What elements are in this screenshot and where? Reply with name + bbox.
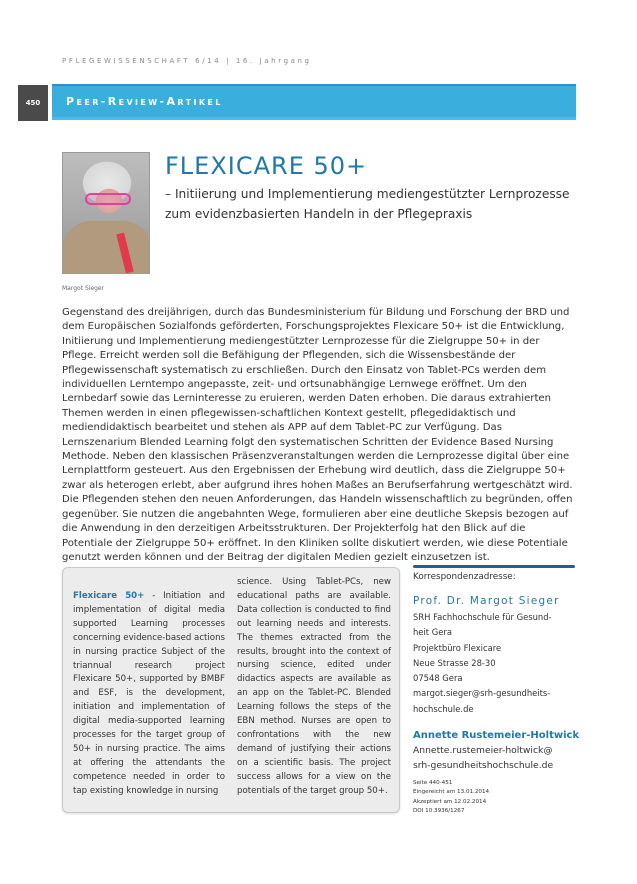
email-line[interactable]: Annette.rustemeier-holtwick@ [413, 745, 553, 757]
author2-email[interactable] [413, 743, 583, 773]
running-head: PFLEGEWISSENSCHAFT 6/14 | 16. Jahrgang [62, 57, 312, 65]
english-summary-box [62, 567, 400, 813]
section-banner [52, 84, 576, 120]
meta-accepted: Akzeptiert am 12.02.2014 [413, 798, 487, 805]
meta-pages: Seite 440-451 [413, 780, 453, 787]
address-line: SRH Fachhochschule für Gesund- [413, 612, 552, 622]
article-meta [413, 779, 583, 817]
email-line[interactable]: srh-gesundheitshochschule.de [413, 760, 554, 772]
article-subtitle: – Initiierung und Implementierung mediengestützter Lernprozesse zum evidenzbasierten Handeln in der Pflegepraxis [165, 187, 570, 221]
photo-glasses-shape [85, 193, 131, 205]
address-line: 07548 Gera [413, 673, 463, 684]
photo-jacket-shape [63, 221, 150, 273]
summary-column-right: science. Using Tablet-PCs, new educational paths are available. Data collection is conducted to find out learning needs and interests. The themes extracted from the results, brought into the context of nursing science, edited under didactics aspects are available as an app on the Tablet-PC. Blended Learning follows the steps of the EBN method. Nurses are open to confrontations with the new demand of justifying their actions on a scientific basis. The project success allows for a view on the potentials of the target group 50+. [237, 577, 391, 796]
summary-lead: Flexicare 50+ [73, 591, 145, 601]
author1-name: Prof. Dr. Margot Sieger [413, 595, 560, 607]
summary-column-left [73, 590, 225, 799]
author2-name: Annette Rustemeier-Holtwick [413, 730, 580, 742]
summary-left-text: - Initiation and implementation of digital media supported Learning processes concerning evidence-based actions in nursing practice Subject of the triannual research project Flexicare 50+, supported by BMBF and ESF, is the development, initiation and implementation of digital media-supported learning processes for the target group of 50+ in nursing practice. The aims at offering the attendants the competence needed in order to tap existing knowledge in nursing [73, 591, 225, 796]
photo-caption: Margot Sieger [62, 285, 105, 292]
author1-address [413, 610, 583, 717]
address-line: heit Gera [413, 627, 452, 638]
meta-submitted: Eingereicht am 13.01.2014 [413, 789, 490, 796]
meta-doi[interactable]: DOI 10.3936/1267 [413, 808, 465, 815]
email-link[interactable]: margot.sieger@srh-gesundheits- [413, 688, 551, 699]
email-link[interactable]: hochschule.de [413, 703, 474, 714]
address-line: Projektbüro Flexicare [413, 642, 502, 653]
correspondence-rule [413, 565, 575, 568]
address-line: Neue Strasse 28-30 [413, 657, 496, 668]
correspondence-label: Korrespondenzadresse: [413, 572, 516, 582]
correspondence-block [413, 572, 583, 817]
article-title: FLEXICARE 50+ [165, 152, 368, 180]
abstract-german: Gegenstand des dreijährigen, durch das Bundesministerium für Bildung und Forschung der BRD und dem Europäischen Sozialfonds geförderten, Forschungsprojektes Flexicare 50+ ist die Entwicklung, Initiierung und Implementierung mediengestützter Lernprozesse für die Zielgruppe 50+ in der Pflege. Erreicht werden soll die Befähigung der Pflegenden, sich die Wissensbestände der Pflegewissenschaft systematisch zu erschließen. Durch den Einsatz von Tablet-PCs werden dem individuellen Lerntempo angepasste, zeit- und ortsunabhängige Lernwege eröffnet. Um den Lernbedarf sowie das Lerninteresse zu eruieren, werden Daten erhoben. Die daraus extrahierten Themen werden in einen pflegewissen-schaftlichen Kontext gestellt, pflegedidaktisch und mediendidaktisch bearbeitet und stehen als APP auf dem Tablet-PC zur Verfügung. Das Lernszenarium Blended Learning folgt den systematischen Schritten der Evidence Based Nursing Methode. Neben den klassischen Präsenzveranstaltungen werden die Lernprozesse digital über eine Lernplattform gesteuert. Aus den Ergebnissen der Erhebung wird deutlich, dass die Zielgruppe 50+ zwar als heterogen erlebt, aber aufgrund ihres hohen Maßes an Berufserfahrung wertgeschätzt wird. Die Pflegenden stehen den neuen Anforderungen, das Handeln wissenschaftlich zu begründen, offen gegenüber. Sie nutzen die angebahnten Wege, formulieren aber eine deutliche Skepsis bezogen auf die Anwendung in den derzeitigen Arbeitsstrukturen. Der Projekterfolg hat den Blick auf die Potentiale der Zielgruppe 50+ eröffnet. In den Kliniken sollte diskutiert werden, wie diese Potentiale genutzt werden können und der Beitrag der digitalen Medien gezielt einzusetzen ist. [62, 307, 573, 563]
author-photo [62, 152, 150, 274]
page-number: 450 [18, 85, 48, 121]
banner-underlay [62, 120, 576, 128]
section-label: Peer-Review-Artikel [66, 95, 223, 108]
